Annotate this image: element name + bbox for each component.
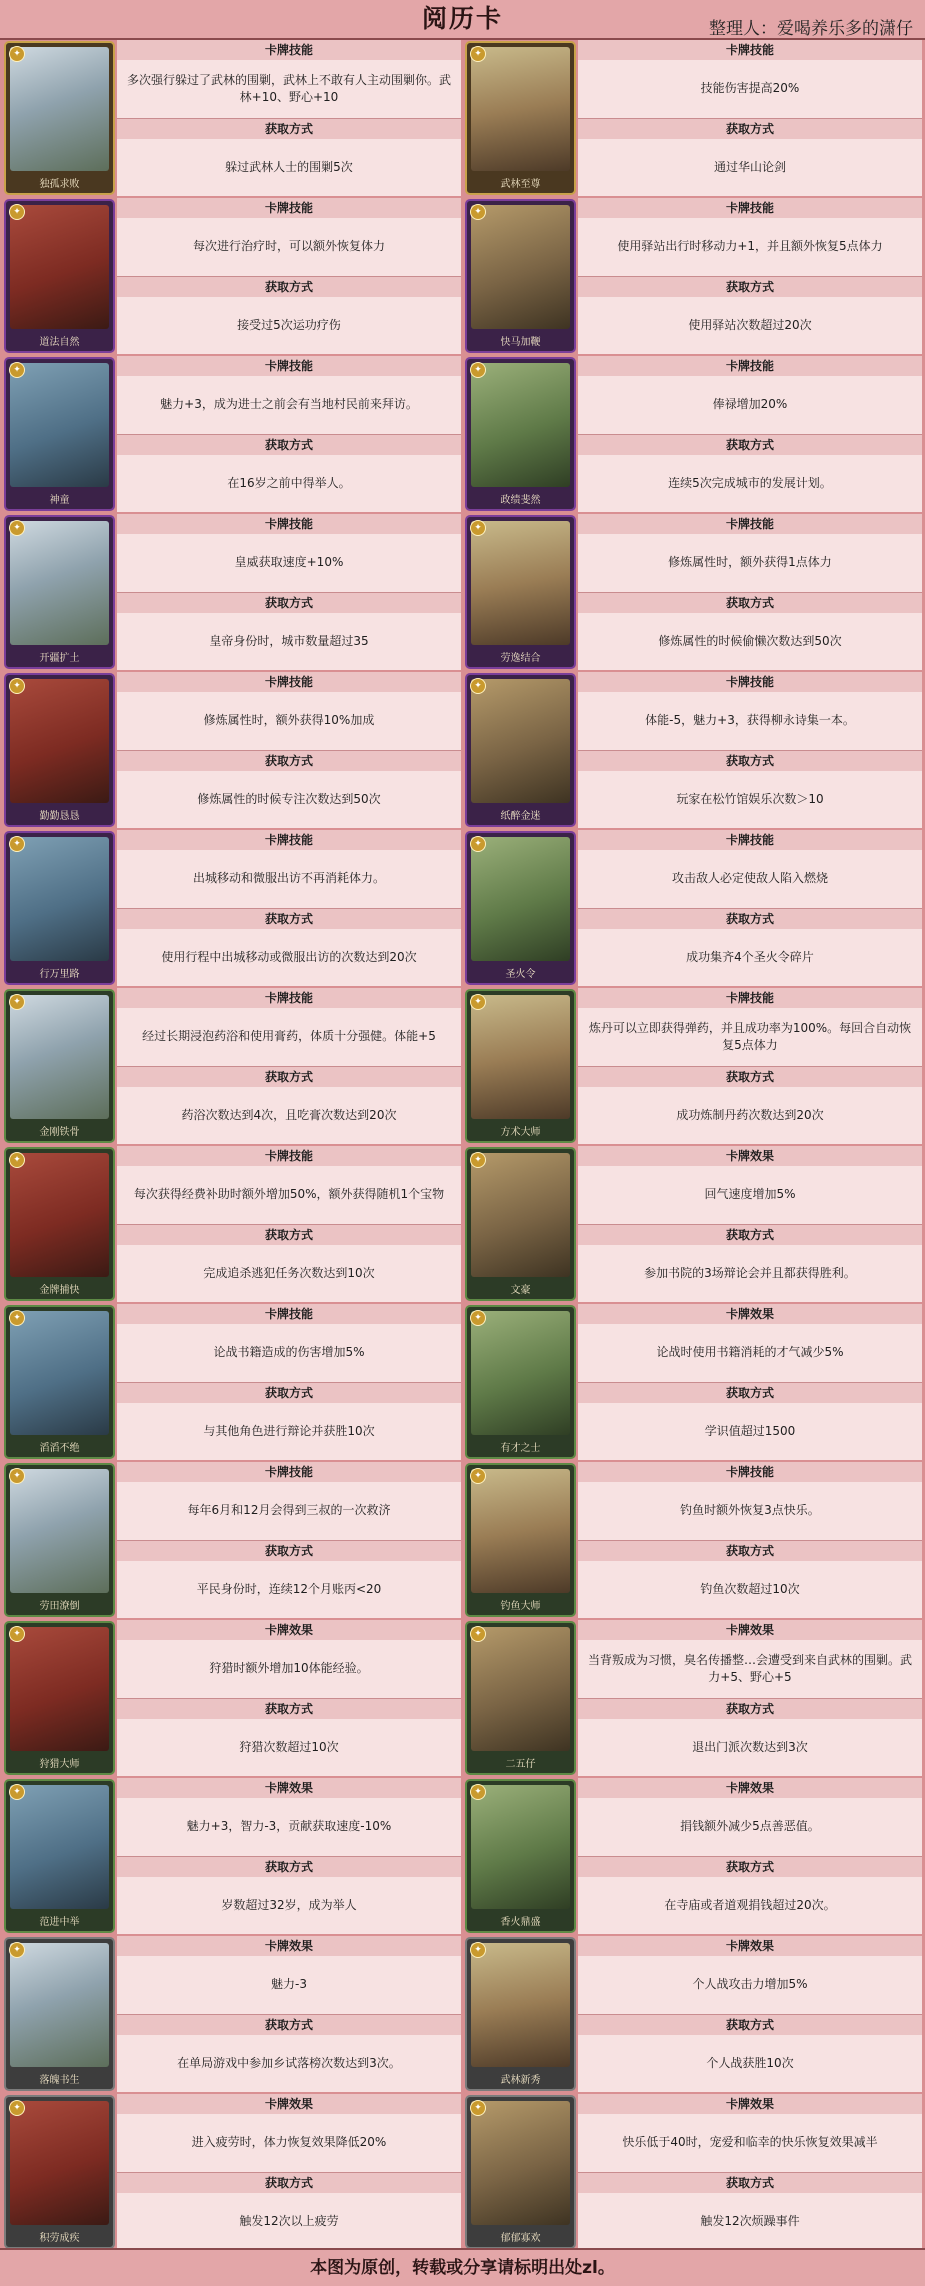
card-image bbox=[465, 1779, 576, 1933]
card-rarity-icon: ✦ bbox=[9, 520, 25, 536]
obtain-header: 获取方式 bbox=[578, 118, 922, 139]
card-rarity-icon: ✦ bbox=[470, 1942, 486, 1958]
obtain-header: 获取方式 bbox=[117, 1066, 461, 1087]
obtain-header: 获取方式 bbox=[117, 1540, 461, 1561]
card-info bbox=[578, 672, 922, 828]
obtain-text: 成功炼制丹药次数达到20次 bbox=[578, 1087, 922, 1145]
card-rarity-icon: ✦ bbox=[470, 362, 486, 378]
card-entry bbox=[463, 1304, 922, 1460]
card-image bbox=[4, 515, 115, 669]
obtain-header: 获取方式 bbox=[578, 592, 922, 613]
card-image bbox=[465, 515, 576, 669]
skill-text: 修炼属性时，额外获得10%加成 bbox=[117, 692, 461, 750]
skill-header: 卡牌技能 bbox=[117, 40, 461, 60]
card-row bbox=[2, 1778, 923, 1934]
skill-header: 卡牌效果 bbox=[578, 1146, 922, 1166]
skill-text: 论战时使用书籍消耗的才气减少5% bbox=[578, 1324, 922, 1382]
card-name: 方术大师 bbox=[500, 1127, 541, 1138]
skill-text: 炼丹可以立即获得弹药，并且成功率为100%。每回合自动恢复5点体力 bbox=[578, 1008, 922, 1066]
card-row bbox=[2, 1146, 923, 1302]
obtain-text: 在单局游戏中参加乡试落榜次数达到3次。 bbox=[117, 2035, 461, 2093]
card-image bbox=[4, 1779, 115, 1933]
obtain-header: 获取方式 bbox=[578, 908, 922, 929]
card-name: 开疆扩土 bbox=[39, 653, 80, 664]
card-entry bbox=[463, 356, 922, 512]
card-entry bbox=[463, 988, 922, 1144]
card-rarity-icon: ✦ bbox=[9, 994, 25, 1010]
card-info bbox=[117, 1936, 461, 2092]
card-info bbox=[117, 514, 461, 670]
skill-header: 卡牌技能 bbox=[578, 198, 922, 218]
card-entry bbox=[2, 672, 461, 828]
obtain-text: 个人战获胜10次 bbox=[578, 2035, 922, 2093]
card-image bbox=[4, 1463, 115, 1617]
card-art bbox=[10, 1311, 109, 1435]
card-entry bbox=[2, 514, 461, 670]
card-art bbox=[10, 1943, 109, 2067]
footer-note: 本图为原创，转载或分享请标明出处zl。 bbox=[0, 2248, 925, 2286]
card-row bbox=[2, 40, 923, 196]
skill-header: 卡牌技能 bbox=[117, 830, 461, 850]
skill-header: 卡牌技能 bbox=[117, 356, 461, 376]
obtain-header: 获取方式 bbox=[578, 750, 922, 771]
card-art bbox=[471, 205, 570, 329]
card-info bbox=[578, 1146, 922, 1302]
card-row bbox=[2, 672, 923, 828]
card-grid bbox=[2, 40, 923, 2248]
card-name: 勤勤恳恳 bbox=[39, 811, 80, 822]
card-name: 独孤求败 bbox=[39, 179, 80, 190]
card-name: 狩猎大师 bbox=[39, 1759, 80, 1770]
card-row bbox=[2, 1462, 923, 1618]
obtain-header: 获取方式 bbox=[578, 2172, 922, 2193]
skill-header: 卡牌效果 bbox=[117, 1620, 461, 1640]
card-image bbox=[465, 1463, 576, 1617]
obtain-header: 获取方式 bbox=[578, 1382, 922, 1403]
skill-text: 技能伤害提高20% bbox=[578, 60, 922, 118]
obtain-text: 完成追杀逃犯任务次数达到10次 bbox=[117, 1245, 461, 1303]
card-row bbox=[2, 1304, 923, 1460]
card-entry bbox=[463, 1146, 922, 1302]
card-image bbox=[4, 2095, 115, 2249]
card-image bbox=[4, 1305, 115, 1459]
card-image bbox=[465, 1305, 576, 1459]
card-name: 政绩斐然 bbox=[500, 495, 541, 506]
card-entry bbox=[2, 1146, 461, 1302]
card-name: 有才之士 bbox=[500, 1443, 541, 1454]
obtain-text: 触发12次以上疲劳 bbox=[117, 2193, 461, 2251]
card-name: 范进中举 bbox=[39, 1917, 80, 1928]
card-info bbox=[117, 356, 461, 512]
card-rarity-icon: ✦ bbox=[470, 1626, 486, 1642]
skill-header: 卡牌效果 bbox=[578, 2094, 922, 2114]
skill-text: 多次强行躲过了武林的围剿，武林上不敢有人主动围剿你。武林+10、野心+10 bbox=[117, 60, 461, 118]
card-rarity-icon: ✦ bbox=[470, 994, 486, 1010]
card-image bbox=[465, 1937, 576, 2091]
card-image bbox=[465, 199, 576, 353]
card-art bbox=[10, 679, 109, 803]
card-art bbox=[10, 2101, 109, 2225]
skill-header: 卡牌技能 bbox=[117, 514, 461, 534]
obtain-text: 躲过武林人士的围剿5次 bbox=[117, 139, 461, 197]
card-row bbox=[2, 2094, 923, 2250]
card-image bbox=[465, 1147, 576, 1301]
obtain-text: 修炼属性的时候专注次数达到50次 bbox=[117, 771, 461, 829]
obtain-text: 在16岁之前中得举人。 bbox=[117, 455, 461, 513]
skill-text: 使用驿站出行时移动力+1，并且额外恢复5点体力 bbox=[578, 218, 922, 276]
card-rarity-icon: ✦ bbox=[470, 678, 486, 694]
obtain-header: 获取方式 bbox=[578, 1698, 922, 1719]
card-info bbox=[578, 988, 922, 1144]
obtain-text: 皇帝身份时，城市数量超过35 bbox=[117, 613, 461, 671]
card-image bbox=[4, 357, 115, 511]
card-name: 劳逸结合 bbox=[500, 653, 541, 664]
obtain-header: 获取方式 bbox=[578, 434, 922, 455]
card-info bbox=[117, 1778, 461, 1934]
card-art bbox=[471, 1943, 570, 2067]
card-rarity-icon: ✦ bbox=[9, 46, 25, 62]
card-art bbox=[471, 1627, 570, 1751]
obtain-text: 药浴次数达到4次，且吃膏次数达到20次 bbox=[117, 1087, 461, 1145]
card-entry bbox=[2, 2094, 461, 2250]
card-entry bbox=[2, 356, 461, 512]
page-title: 阅历卡 bbox=[421, 4, 503, 33]
card-row bbox=[2, 514, 923, 670]
skill-header: 卡牌效果 bbox=[117, 1778, 461, 1798]
card-info bbox=[117, 672, 461, 828]
obtain-text: 学识值超过1500 bbox=[578, 1403, 922, 1461]
obtain-header: 获取方式 bbox=[578, 1224, 922, 1245]
obtain-text: 退出门派次数达到3次 bbox=[578, 1719, 922, 1777]
obtain-header: 获取方式 bbox=[578, 2014, 922, 2035]
obtain-header: 获取方式 bbox=[578, 1540, 922, 1561]
skill-text: 回气速度增加5% bbox=[578, 1166, 922, 1224]
skill-header: 卡牌效果 bbox=[578, 1304, 922, 1324]
card-entry bbox=[2, 988, 461, 1144]
card-name: 武林至尊 bbox=[500, 179, 541, 190]
card-art bbox=[10, 1627, 109, 1751]
obtain-text: 成功集齐4个圣火令碎片 bbox=[578, 929, 922, 987]
card-entry bbox=[463, 1462, 922, 1618]
card-art bbox=[471, 1153, 570, 1277]
card-info bbox=[117, 40, 461, 196]
card-entry bbox=[463, 1620, 922, 1776]
card-art bbox=[471, 837, 570, 961]
card-name: 行万里路 bbox=[39, 969, 80, 980]
card-info bbox=[117, 1462, 461, 1618]
card-rarity-icon: ✦ bbox=[9, 1468, 25, 1484]
card-rarity-icon: ✦ bbox=[470, 520, 486, 536]
card-image bbox=[465, 1621, 576, 1775]
obtain-text: 使用行程中出城移动或微服出访的次数达到20次 bbox=[117, 929, 461, 987]
skill-text: 快乐低于40时，宠爱和临幸的快乐恢复效果减半 bbox=[578, 2114, 922, 2172]
obtain-header: 获取方式 bbox=[117, 1856, 461, 1877]
obtain-text: 平民身份时，连续12个月账丙<20 bbox=[117, 1561, 461, 1619]
card-entry bbox=[463, 1936, 922, 2092]
card-info bbox=[578, 2094, 922, 2250]
card-art bbox=[471, 47, 570, 171]
card-info bbox=[578, 830, 922, 986]
card-art bbox=[10, 521, 109, 645]
card-name: 积劳成疾 bbox=[39, 2233, 80, 2244]
skill-header: 卡牌技能 bbox=[117, 1462, 461, 1482]
card-rarity-icon: ✦ bbox=[9, 1942, 25, 1958]
obtain-text: 接受过5次运功疗伤 bbox=[117, 297, 461, 355]
card-rarity-icon: ✦ bbox=[470, 204, 486, 220]
card-entry bbox=[463, 830, 922, 986]
skill-text: 修炼属性时，额外获得1点体力 bbox=[578, 534, 922, 592]
card-image bbox=[4, 1621, 115, 1775]
obtain-header: 获取方式 bbox=[117, 592, 461, 613]
card-name: 道法自然 bbox=[39, 337, 80, 348]
card-entry bbox=[463, 672, 922, 828]
obtain-header: 获取方式 bbox=[117, 276, 461, 297]
card-name: 金刚铁骨 bbox=[39, 1127, 80, 1138]
card-name: 快马加鞭 bbox=[500, 337, 541, 348]
card-image bbox=[465, 673, 576, 827]
card-name: 金牌捕快 bbox=[39, 1285, 80, 1296]
card-rarity-icon: ✦ bbox=[470, 1310, 486, 1326]
skill-header: 卡牌技能 bbox=[578, 40, 922, 60]
card-rarity-icon: ✦ bbox=[470, 836, 486, 852]
obtain-text: 在寺庙或者道观捐钱超过20次。 bbox=[578, 1877, 922, 1935]
card-art bbox=[471, 363, 570, 487]
skill-text: 每次获得经费补助时额外增加50%，额外获得随机1个宝物 bbox=[117, 1166, 461, 1224]
skill-text: 体能-5，魅力+3，获得柳永诗集一本。 bbox=[578, 692, 922, 750]
skill-header: 卡牌技能 bbox=[578, 514, 922, 534]
skill-header: 卡牌效果 bbox=[578, 1778, 922, 1798]
compiler-credit: 整理人：爱喝养乐多的潇仔 bbox=[709, 19, 913, 39]
obtain-header: 获取方式 bbox=[117, 118, 461, 139]
card-name: 圣火令 bbox=[505, 969, 536, 980]
card-art bbox=[10, 363, 109, 487]
card-info bbox=[578, 1620, 922, 1776]
skill-header: 卡牌技能 bbox=[117, 1146, 461, 1166]
skill-text: 个人战攻击力增加5% bbox=[578, 1956, 922, 2014]
skill-text: 出城移动和微服出访不再消耗体力。 bbox=[117, 850, 461, 908]
card-art bbox=[10, 205, 109, 329]
card-rarity-icon: ✦ bbox=[9, 1626, 25, 1642]
card-image bbox=[4, 199, 115, 353]
obtain-text: 钓鱼次数超过10次 bbox=[578, 1561, 922, 1619]
skill-text: 每次进行治疗时，可以额外恢复体力 bbox=[117, 218, 461, 276]
card-art bbox=[10, 1785, 109, 1909]
card-name: 落魄书生 bbox=[39, 2075, 80, 2086]
card-entry bbox=[2, 40, 461, 196]
skill-header: 卡牌技能 bbox=[578, 830, 922, 850]
obtain-text: 参加书院的3场辩论会并且都获得胜利。 bbox=[578, 1245, 922, 1303]
card-image bbox=[4, 1147, 115, 1301]
card-image bbox=[465, 989, 576, 1143]
card-art bbox=[10, 47, 109, 171]
card-image bbox=[4, 673, 115, 827]
card-name: 香火鼎盛 bbox=[500, 1917, 541, 1928]
skill-header: 卡牌技能 bbox=[117, 198, 461, 218]
card-info bbox=[578, 40, 922, 196]
obtain-text: 玩家在松竹馆娱乐次数＞10 bbox=[578, 771, 922, 829]
card-rarity-icon: ✦ bbox=[9, 1784, 25, 1800]
skill-header: 卡牌效果 bbox=[117, 2094, 461, 2114]
card-art bbox=[10, 995, 109, 1119]
card-art bbox=[471, 1469, 570, 1593]
card-art bbox=[10, 837, 109, 961]
skill-text: 魅力+3，成为进士之前会有当地村民前来拜访。 bbox=[117, 376, 461, 434]
card-rarity-icon: ✦ bbox=[9, 836, 25, 852]
skill-text: 捐钱额外减少5点善恶值。 bbox=[578, 1798, 922, 1856]
card-rarity-icon: ✦ bbox=[9, 1152, 25, 1168]
obtain-text: 连续5次完成城市的发展计划。 bbox=[578, 455, 922, 513]
card-name: 劳田潦倒 bbox=[39, 1601, 80, 1612]
skill-header: 卡牌技能 bbox=[117, 1304, 461, 1324]
skill-text: 俸禄增加20% bbox=[578, 376, 922, 434]
card-name: 二五仔 bbox=[505, 1759, 536, 1770]
card-name: 滔滔不绝 bbox=[39, 1443, 80, 1454]
skill-text: 皇威获取速度+10% bbox=[117, 534, 461, 592]
obtain-text: 与其他角色进行辩论并获胜10次 bbox=[117, 1403, 461, 1461]
obtain-header: 获取方式 bbox=[117, 2014, 461, 2035]
obtain-text: 狩猎次数超过10次 bbox=[117, 1719, 461, 1777]
obtain-text: 通过华山论剑 bbox=[578, 139, 922, 197]
card-row bbox=[2, 1620, 923, 1776]
card-art bbox=[10, 1469, 109, 1593]
card-rarity-icon: ✦ bbox=[470, 1784, 486, 1800]
card-rarity-icon: ✦ bbox=[9, 678, 25, 694]
card-info bbox=[117, 1146, 461, 1302]
skill-text: 魅力+3，智力-3，贡献获取速度-10% bbox=[117, 1798, 461, 1856]
card-image bbox=[4, 1937, 115, 2091]
card-art bbox=[471, 1785, 570, 1909]
card-info bbox=[117, 2094, 461, 2250]
card-art bbox=[10, 1153, 109, 1277]
card-info bbox=[578, 1778, 922, 1934]
card-name: 武林新秀 bbox=[500, 2075, 541, 2086]
card-name: 文豪 bbox=[510, 1285, 531, 1296]
card-entry bbox=[463, 2094, 922, 2250]
card-image bbox=[4, 831, 115, 985]
card-info bbox=[117, 1620, 461, 1776]
card-rarity-icon: ✦ bbox=[470, 1468, 486, 1484]
skill-text: 论战书籍造成的伤害增加5% bbox=[117, 1324, 461, 1382]
card-image bbox=[4, 41, 115, 195]
card-row bbox=[2, 356, 923, 512]
card-entry bbox=[2, 198, 461, 354]
card-name: 纸醉金迷 bbox=[500, 811, 541, 822]
card-art bbox=[471, 2101, 570, 2225]
card-image bbox=[465, 357, 576, 511]
obtain-text: 岁数超过32岁，成为举人 bbox=[117, 1877, 461, 1935]
card-row bbox=[2, 988, 923, 1144]
card-entry bbox=[2, 1620, 461, 1776]
title-bar bbox=[0, 0, 925, 40]
card-entry bbox=[2, 1778, 461, 1934]
card-info bbox=[117, 1304, 461, 1460]
card-info bbox=[578, 1936, 922, 2092]
card-art bbox=[471, 995, 570, 1119]
card-row bbox=[2, 198, 923, 354]
obtain-text: 触发12次烦躁事件 bbox=[578, 2193, 922, 2251]
skill-text: 经过长期浸泡药浴和使用膏药，体质十分强健。体能+5 bbox=[117, 1008, 461, 1066]
skill-header: 卡牌技能 bbox=[578, 672, 922, 692]
card-info bbox=[578, 514, 922, 670]
skill-header: 卡牌技能 bbox=[117, 672, 461, 692]
card-entry bbox=[463, 514, 922, 670]
obtain-header: 获取方式 bbox=[117, 908, 461, 929]
card-image bbox=[465, 831, 576, 985]
card-info bbox=[117, 830, 461, 986]
card-rarity-icon: ✦ bbox=[9, 204, 25, 220]
card-entry bbox=[463, 40, 922, 196]
card-entry bbox=[463, 1778, 922, 1934]
skill-text: 狩猎时额外增加10体能经验。 bbox=[117, 1640, 461, 1698]
card-image bbox=[4, 989, 115, 1143]
skill-header: 卡牌效果 bbox=[578, 1936, 922, 1956]
skill-header: 卡牌技能 bbox=[117, 988, 461, 1008]
obtain-header: 获取方式 bbox=[578, 276, 922, 297]
card-rarity-icon: ✦ bbox=[470, 46, 486, 62]
skill-header: 卡牌效果 bbox=[117, 1936, 461, 1956]
card-info bbox=[578, 356, 922, 512]
obtain-header: 获取方式 bbox=[117, 1698, 461, 1719]
obtain-text: 修炼属性的时候偷懒次数达到50次 bbox=[578, 613, 922, 671]
card-info bbox=[578, 1304, 922, 1460]
card-art bbox=[471, 679, 570, 803]
card-entry bbox=[2, 830, 461, 986]
card-entry bbox=[2, 1462, 461, 1618]
card-rarity-icon: ✦ bbox=[470, 2100, 486, 2116]
card-entry bbox=[2, 1304, 461, 1460]
skill-header: 卡牌技能 bbox=[578, 1462, 922, 1482]
obtain-header: 获取方式 bbox=[117, 750, 461, 771]
skill-text: 攻击敌人必定使敌人陷入燃烧 bbox=[578, 850, 922, 908]
card-info bbox=[578, 198, 922, 354]
obtain-header: 获取方式 bbox=[117, 2172, 461, 2193]
skill-text: 进入疲劳时，体力恢复效果降低20% bbox=[117, 2114, 461, 2172]
card-row bbox=[2, 1936, 923, 2092]
card-name: 神童 bbox=[49, 495, 70, 506]
obtain-header: 获取方式 bbox=[117, 434, 461, 455]
skill-text: 当背叛成为习惯，臭名传播整…会遭受到来自武林的围剿。武力+5、野心+5 bbox=[578, 1640, 922, 1698]
card-rarity-icon: ✦ bbox=[9, 1310, 25, 1326]
card-entry bbox=[463, 198, 922, 354]
card-image bbox=[465, 41, 576, 195]
skill-header: 卡牌效果 bbox=[578, 1620, 922, 1640]
obtain-text: 使用驿站次数超过20次 bbox=[578, 297, 922, 355]
obtain-header: 获取方式 bbox=[578, 1066, 922, 1087]
card-art bbox=[471, 521, 570, 645]
card-name: 郁郁寡欢 bbox=[500, 2233, 541, 2244]
card-rarity-icon: ✦ bbox=[470, 1152, 486, 1168]
card-row bbox=[2, 830, 923, 986]
skill-header: 卡牌技能 bbox=[578, 988, 922, 1008]
obtain-header: 获取方式 bbox=[578, 1856, 922, 1877]
card-info bbox=[117, 198, 461, 354]
card-info bbox=[578, 1462, 922, 1618]
card-name: 钓鱼大师 bbox=[500, 1601, 541, 1612]
skill-header: 卡牌技能 bbox=[578, 356, 922, 376]
card-image bbox=[465, 2095, 576, 2249]
skill-text: 魅力-3 bbox=[117, 1956, 461, 2014]
card-info bbox=[117, 988, 461, 1144]
card-art bbox=[471, 1311, 570, 1435]
card-rarity-icon: ✦ bbox=[9, 2100, 25, 2116]
obtain-header: 获取方式 bbox=[117, 1224, 461, 1245]
skill-text: 每年6月和12月会得到三叔的一次救济 bbox=[117, 1482, 461, 1540]
obtain-header: 获取方式 bbox=[117, 1382, 461, 1403]
skill-text: 钓鱼时额外恢复3点快乐。 bbox=[578, 1482, 922, 1540]
card-rarity-icon: ✦ bbox=[9, 362, 25, 378]
card-entry bbox=[2, 1936, 461, 2092]
